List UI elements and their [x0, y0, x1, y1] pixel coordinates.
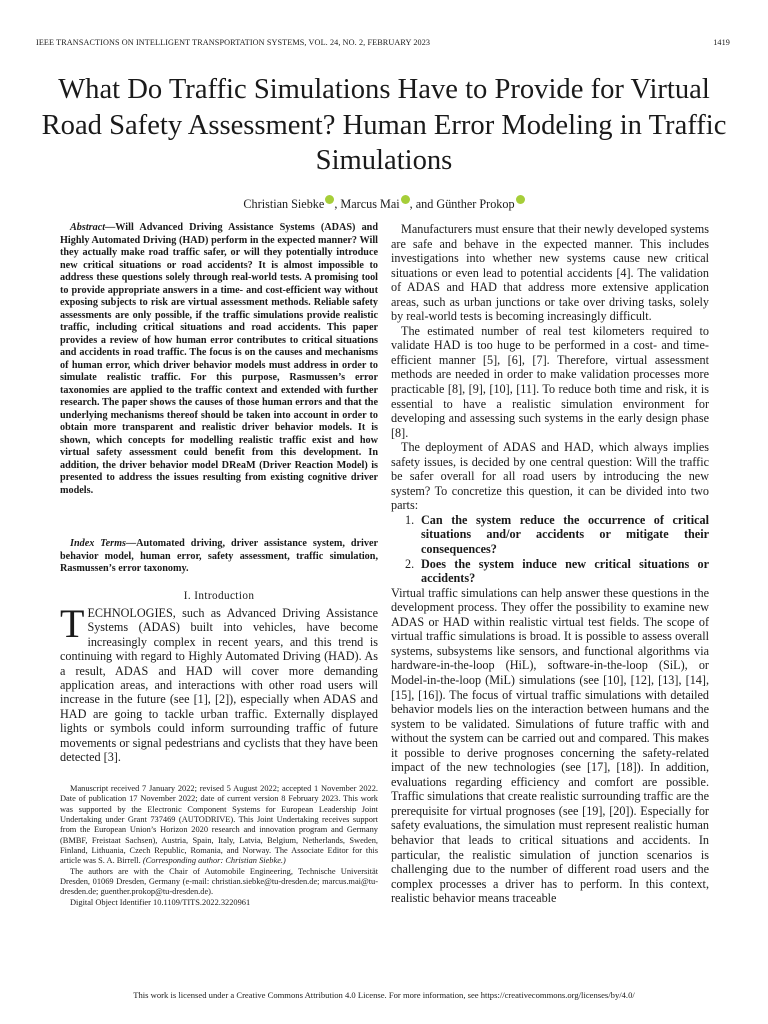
orcid-icon[interactable] — [401, 195, 410, 204]
orcid-icon[interactable] — [325, 195, 334, 204]
author-separator: , and — [409, 197, 437, 212]
author-name: Günther Prokop — [436, 197, 515, 212]
abstract — [60, 222, 378, 497]
abstract-text: Will Advanced Driving Assistance Systems (ADAS) and Highly Automated Driving (HAD) perform in the expected manner? Will they actually make road traffic safer, or will they potentially introduce new critical situations or road accidents? It is almost impossible to address these questions solely through real-world tests. A promising tool to provide appropriate answers in a time- and cost-efficient way without exposing subjects to risk are virtual assessment methods. Reliable safety assessments are only possible, if the traffic simulations provide realistic traffic, including critical situations and road accidents. This paper provides a review of how human error contributes to critical situations and accidents in road traffic. The focus is on the causes and mechanisms of human error, which driver behavior models must address in order to simulate realistic traffic. For this purpose, Rasmussen’s error taxonomies are applied to the traffic context and extended with further research. The paper shows the causes of those human errors and that the underlying mechanisms thereof should be taken into account in order to obtain more transparent and realistic driver behavior models. It is shown, which concepts for modelling realistic traffic exist and how virtual safety assessment could benefit from this development. In addition, the driver behavior model DReaM (Driver Reaction Model) is presented to address the issues resulting from existing cognitive driver models. — [60, 222, 378, 496]
section-heading: I. Introduction — [183, 590, 255, 602]
orcid-icon[interactable] — [516, 195, 525, 204]
running-header — [36, 38, 732, 50]
introduction-paragraph — [60, 601, 378, 765]
introduction-text: ECHNOLOGIES, such as Advanced Driving Assistance Systems (ADAS) built into vehicles, have become increasingly complex in recent years, and this trend is continuing with regard to Highly Automated Driving (HAD). As a result, ADAS and HAD will cover more demanding application areas, and interactions with other road users will increase in the future (see [1], [2]), especially when ADAS and HAD are going to tackle urban traffic. Externally displayed lights or symbols could inform surrounding traffic of future movements or signal pedestrians and cyclists that they have been detected [3]. — [60, 606, 378, 765]
page-number: 1419 — [713, 38, 730, 47]
question-list — [391, 513, 709, 586]
list-text: Does the system induce new critical situations or accidents? — [421, 556, 709, 586]
author-name: Christian Siebke — [243, 197, 325, 212]
footnote — [60, 784, 378, 908]
footnote-doi: Digital Object Identifier 10.1109/TITS.2022.3220961 — [70, 897, 251, 907]
drop-cap: T — [60, 601, 85, 646]
footnote-manuscript: Manuscript received 7 January 2022; revised 5 August 2022; accepted 1 November 2022. Date of publication 17 November 2022; date of current version 8 February 2023. This work was supported by the Electronic Component Systems for European Leadership Joint Undertaking under Grant 737469 (AUTODRIVE). This Joint Undertaking receives support from the European Union’s Horizon 2020 research and innovation program and Germany (BMBF, Freistaat Sachsen), Austria, Spain, Italy, Latvia, Belgium, Netherlands, Sweden, Finland, Lithuania, Czech Republic, Romania, and Norway. The Associate Editor for this article was S. A. Birrell. (Corresponding author: Christian Siebke.) — [60, 784, 378, 866]
author-name: Marcus Mai — [340, 197, 400, 212]
paragraph: The deployment of ADAS and HAD, which always implies safety issues, is decided by one central question: Will the traffic be safer overall for all road users by introducing the new system? To concretize this question, it can be divided into two parts: — [391, 440, 709, 513]
paragraph: Virtual traffic simulations can help answer these questions in the development process. They offer the possibility to examine new ADAS or HAD within realistic virtual test fields. The scope of virtual traffic simulations is broad. It is possible to assess overall systems, subsystems like sensors, and functional algorithms via hardware-in-the-loop (HiL), software-in-the-loop (SiL), or Model-in-the-loop (MiL) simulations (see [10], [12], [13], [14], [15], [16]). The focus of virtual traffic simulations with detailed behavior models lies on the interaction between humans and the system to be validated. Simulations of future traffic with and without the system can be carried out and compared. This makes it possible to derive prognoses concerning the safety-related impact of the new technologies (see [17], [18]). In addition, evaluations regarding efficiency and comfort are possible. Traffic simulations that create realistic surrounding traffic are the prerequisite for virtual prognoses (see [19], [20]). Especially for safety evaluations, the simulation must represent realistic human behavior that leads to critical situations and accidents. In particular, the realistic simulation of junction scenarios is challenging due to the number of different road users and the complex processes a driver has to perform. In this context, realistic behavior means traceable — [391, 585, 709, 906]
author-list — [40, 194, 728, 212]
corresponding-author: (Corresponding author: Christian Siebke.) — [142, 856, 286, 866]
right-column — [391, 222, 709, 906]
list-number: 2. — [405, 556, 415, 571]
footnote-affiliation: The authors are with the Chair of Automobile Engineering, Technische Universität Dresden, 01069 Dresden, Germany (e-mail: christian.siebke@tu-dresden.de; marcus.mai@tu-dresden.de; guenther.prokop@tu-dresden.de). — [60, 866, 378, 897]
abstract-label: Abstract— — [70, 222, 116, 233]
list-item — [391, 557, 709, 586]
journal-name: IEEE TRANSACTIONS ON INTELLIGENT TRANSPORTATION SYSTEMS, VOL. 24, NO. 2, FEBRUARY 2023 — [36, 38, 431, 47]
author-separator: , — [334, 197, 341, 212]
list-number: 1. — [405, 512, 415, 527]
index-terms-label: Index Terms— — [70, 538, 137, 549]
paper-title: What Do Traffic Simulations Have to Provide for Virtual Road Safety Assessment? Human Error Modeling in Traffic Simulations — [41, 74, 727, 176]
list-item — [391, 513, 709, 557]
paragraph: The estimated number of real test kilometers required to validate HAD is too huge to be performed in a cost- and time-efficient manner [5], [6], [7]. Therefore, virtual assessment methods are needed in order to make validation processes more practicable [8], [9], [10], [11]. To reduce both time and risk, it is essential to have a realistic simulation environment for developing and assessing such systems in the early design phase [8]. — [391, 323, 709, 440]
index-terms-text: Automated driving, driver assistance system, driver behavior model, human error, safety assessment, traffic simulation, Rasmussen’s error taxonomy. — [60, 538, 378, 574]
list-text: Can the system reduce the occurrence of critical situations and/or accidents or mitigate their consequences? — [421, 512, 709, 557]
paragraph: Manufacturers must ensure that their newly developed systems are safe and behave in the expected manner. This includes investigations into whether new systems cause new critical situations or even lead to potential accidents [4]. The validation of ADAS and HAD that address more extensive application areas, such as urban junctions or take over driving tasks, solely by real-world tests is becoming increasingly difficult. — [391, 222, 709, 324]
license-footer: This work is licensed under a Creative Commons Attribution 4.0 License. For more information, see https://creativecommons.org/licenses/by/4.0/ — [133, 990, 635, 1000]
index-terms — [60, 538, 378, 576]
